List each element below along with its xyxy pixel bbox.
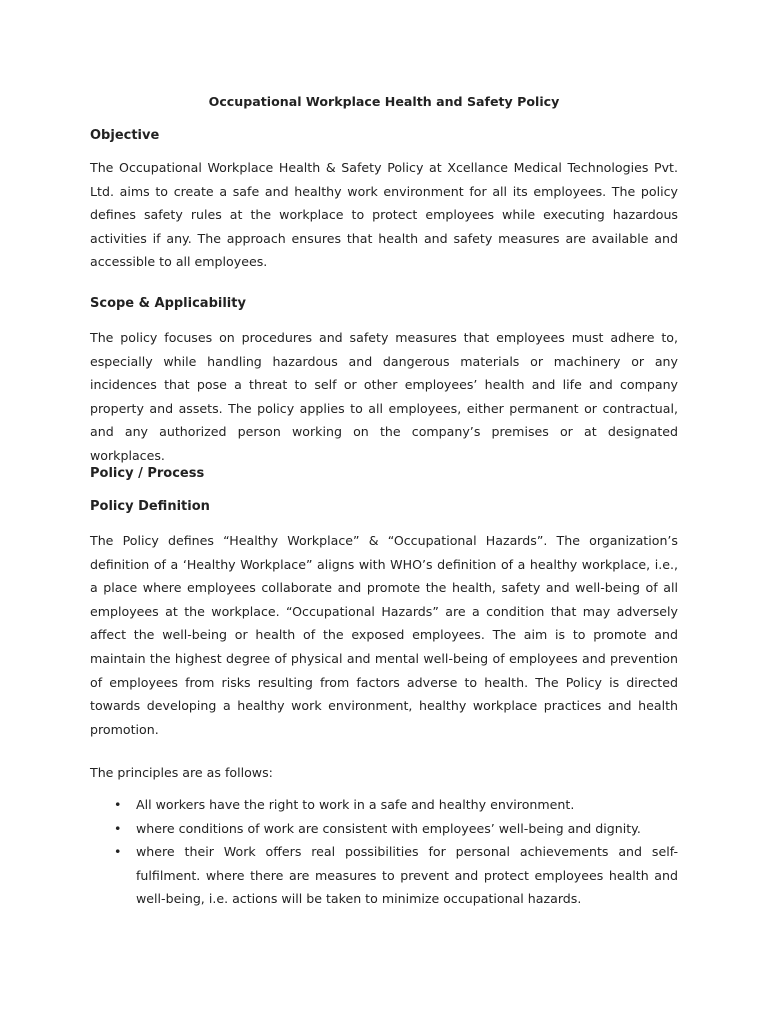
principles-intro: The principles are as follows:	[90, 765, 273, 780]
policy-process-heading: Policy / Process	[90, 466, 205, 481]
list-item-text: where their Work offers real possibilities for personal achievements and self-fulfilment. where there are measures to prevent and protect employees health and well-being, i.e. actions will be taken to minimize occupational hazards.	[136, 844, 678, 907]
bullet-icon: •	[114, 820, 122, 836]
list-item	[90, 840, 678, 911]
document-title: Occupational Workplace Health and Safety Policy	[208, 94, 560, 109]
bullet-icon: •	[114, 844, 122, 860]
principles-list	[90, 793, 678, 911]
list-item	[90, 817, 678, 841]
list-item-text: All workers have the right to work in a safe and healthy environment.	[136, 797, 575, 812]
list-item	[90, 793, 678, 817]
scope-heading: Scope & Applicability	[90, 296, 246, 311]
objective-paragraph: The Occupational Workplace Health & Safety Policy at Xcellance Medical Technologies Pvt. Ltd. aims to create a safe and healthy work environment for all its employees. The policy defines safety rules at the workplace to protect employees while executing hazardous activities if any. The approach ensures that health and safety measures are available and accessible to all employees.	[90, 160, 678, 270]
policy-definition-heading: Policy Definition	[90, 499, 210, 514]
scope-paragraph: The policy focuses on procedures and safety measures that employees must adhere to, especially while handling hazardous and dangerous materials or machinery or any incidences that pose a threat to self or other employees’ health and life and company property and assets. The policy applies to all employees, either permanent or contractual, and any authorized person working on the company’s premises or at designated workplaces.	[90, 330, 678, 463]
list-item-text: where conditions of work are consistent with employees’ well-being and dignity.	[136, 820, 641, 836]
policy-definition-paragraph: The Policy defines “Healthy Workplace” & “Occupational Hazards”. The organization’s definition of a ‘Healthy Workplace” aligns with WHO’s definition of a healthy workplace, i.e., a place where employees collaborate and promote the health, safety and well-being of all employees at the workplace. “Occupational Hazards” are a condition that may adversely affect the well-being or health of the exposed employees. The aim is to promote and maintain the highest degree of physical and mental well-being of employees and prevention of employees from risks resulting from factors adverse to health. The Policy is directed towards developing a healthy work environment, healthy workplace practices and health promotion.	[90, 533, 678, 737]
bullet-icon: •	[114, 797, 122, 812]
objective-heading: Objective	[90, 128, 160, 143]
